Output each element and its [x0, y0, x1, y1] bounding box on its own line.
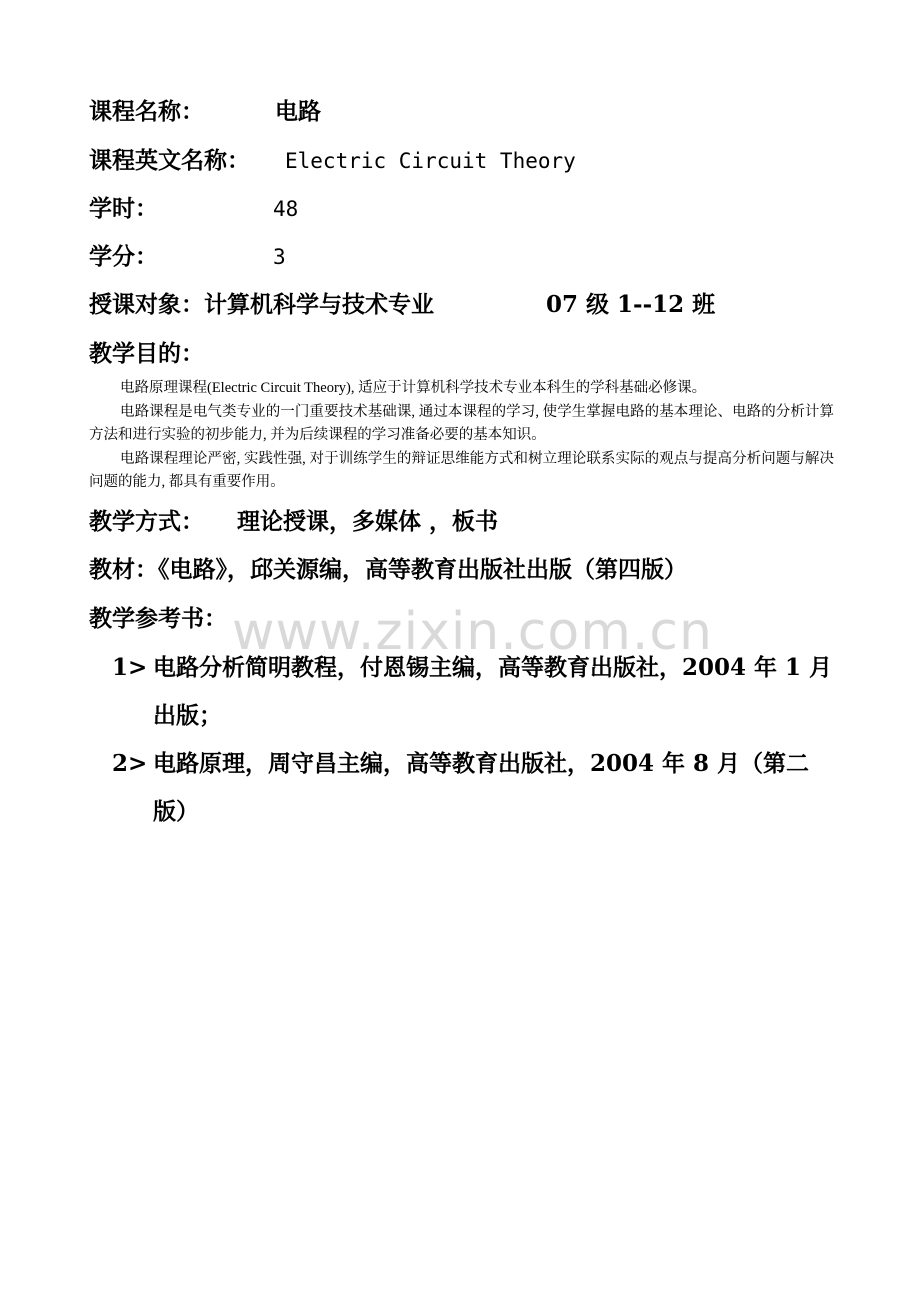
objective-text: [89, 377, 834, 495]
credits-label: 学分：: [89, 243, 158, 270]
audience-label: 授课对象：计算机科学与技术专业: [89, 291, 434, 318]
objective-label: 教学目的：: [89, 340, 204, 367]
objective-heading: [89, 338, 204, 370]
reference-text: 电路分析简明教程，付恩锡主编，高等教育出版社，2004 年 1 月出版；: [153, 654, 833, 729]
hours-row: [89, 193, 299, 225]
textbook-row: [89, 554, 687, 586]
audience-value: 07 级 1--12 班: [546, 291, 716, 318]
hours-label: 学时：: [89, 195, 158, 222]
course-name-label: 课程名称：: [89, 98, 204, 125]
objective-paragraph: 电路课程是电气类专业的一门重要技术基础课, 通过本课程的学习, 使学生掌握电路的基本理论、电路的分析计算方法和进行实验的初步能力, 并为后续课程的学习准备必要的基本知识。: [89, 403, 834, 443]
objective-paragraph: 电路原理课程(Electric Circuit Theory), 适应于计算机科学技术专业本科生的学科基础必修课。: [120, 380, 707, 396]
teaching-method-label: 教学方式：: [89, 508, 204, 535]
audience-row: [89, 289, 716, 321]
course-english-name-row: [89, 145, 576, 177]
credits-value: 3: [273, 245, 286, 269]
textbook-text: 教材：《电路》，邱关源编，高等教育出版社出版（第四版）: [89, 556, 687, 583]
watermark: www.zixin.com.cn: [232, 602, 713, 662]
references-heading: [89, 603, 227, 635]
course-name-value: 电路: [275, 98, 321, 125]
course-english-name-label: 课程英文名称：: [89, 147, 250, 174]
reference-number: 2>: [112, 750, 148, 777]
teaching-method-row: [89, 506, 499, 538]
hours-value: 48: [273, 197, 299, 221]
reference-number: 1>: [112, 654, 148, 681]
course-name-row: [89, 96, 321, 128]
teaching-method-value: 理论授课，多媒体 ，板书: [237, 508, 499, 535]
reference-text: 电路原理，周守昌主编，高等教育出版社，2004 年 8 月（第二版）: [153, 750, 810, 825]
course-english-name-value: Electric Circuit Theory: [285, 149, 576, 173]
reference-item: [112, 740, 837, 836]
credits-row: [89, 241, 286, 273]
references-label: 教学参考书：: [89, 605, 227, 632]
objective-paragraph: 电路课程理论严密, 实践性强, 对于训练学生的辩证思维能方式和树立理论联系实际的观点与提高分析问题与解决问题的能力, 都具有重要作用。: [89, 450, 834, 490]
